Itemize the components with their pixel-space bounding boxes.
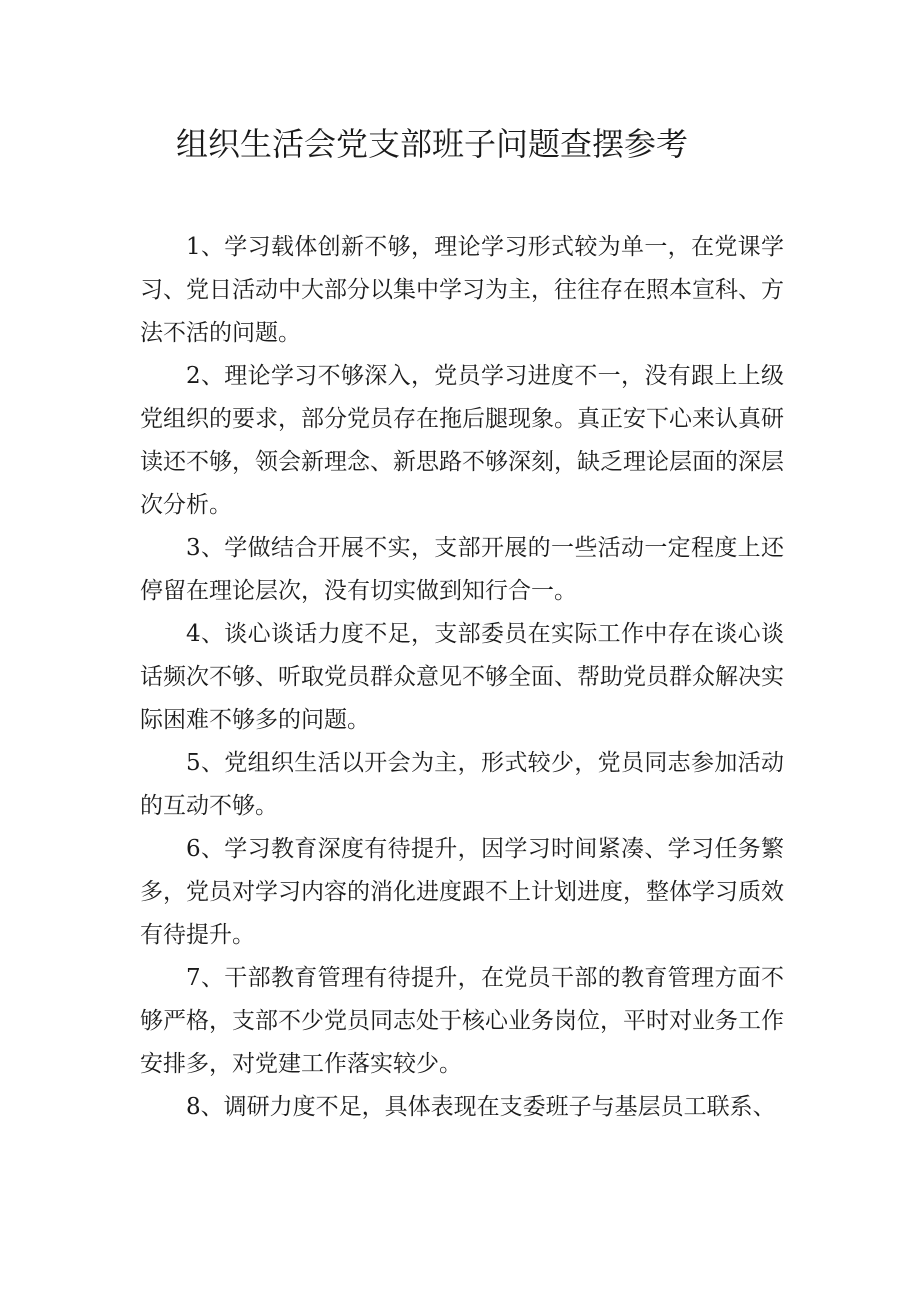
paragraph-6: 6、学习教育深度有待提升，因学习时间紧凑、学习任务繁多，党员对学习内容的消化进度跟不上计划进度，整体学习质效有待提升。 — [140, 836, 784, 948]
paragraph-5: 5、党组织生活以开会为主，形式较少，党员同志参加活动的互动不够。 — [140, 750, 784, 819]
paragraph-3: 3、学做结合开展不实，支部开展的一些活动一定程度上还停留在理论层次，没有切实做到知行合一。 — [140, 535, 784, 604]
document-body — [140, 226, 784, 1129]
paragraph-7: 7、干部教育管理有待提升，在党员干部的教育管理方面不够严格，支部不少党员同志处于核心业务岗位，平时对业务工作安排多，对党建工作落实较少。 — [140, 965, 784, 1077]
paragraph-4: 4、谈心谈话力度不足，支部委员在实际工作中存在谈心谈话频次不够、听取党员群众意见不够全面、帮助党员群众解决实际困难不够多的问题。 — [140, 621, 784, 733]
paragraph-1: 1、学习载体创新不够，理论学习形式较为单一，在党课学习、党日活动中大部分以集中学习为主，往往存在照本宣科、方法不活的问题。 — [140, 234, 784, 346]
document-title: 组织生活会党支部班子问题查摆参考 — [175, 125, 688, 163]
paragraph-2: 2、理论学习不够深入，党员学习进度不一，没有跟上上级党组织的要求，部分党员存在拖后腿现象。真正安下心来认真研读还不够，领会新理念、新思路不够深刻，缺乏理论层面的深层次分析。 — [140, 363, 784, 518]
paragraph-8: 8、调研力度不足，具体表现在支委班子与基层员工联系、 — [186, 1094, 776, 1120]
